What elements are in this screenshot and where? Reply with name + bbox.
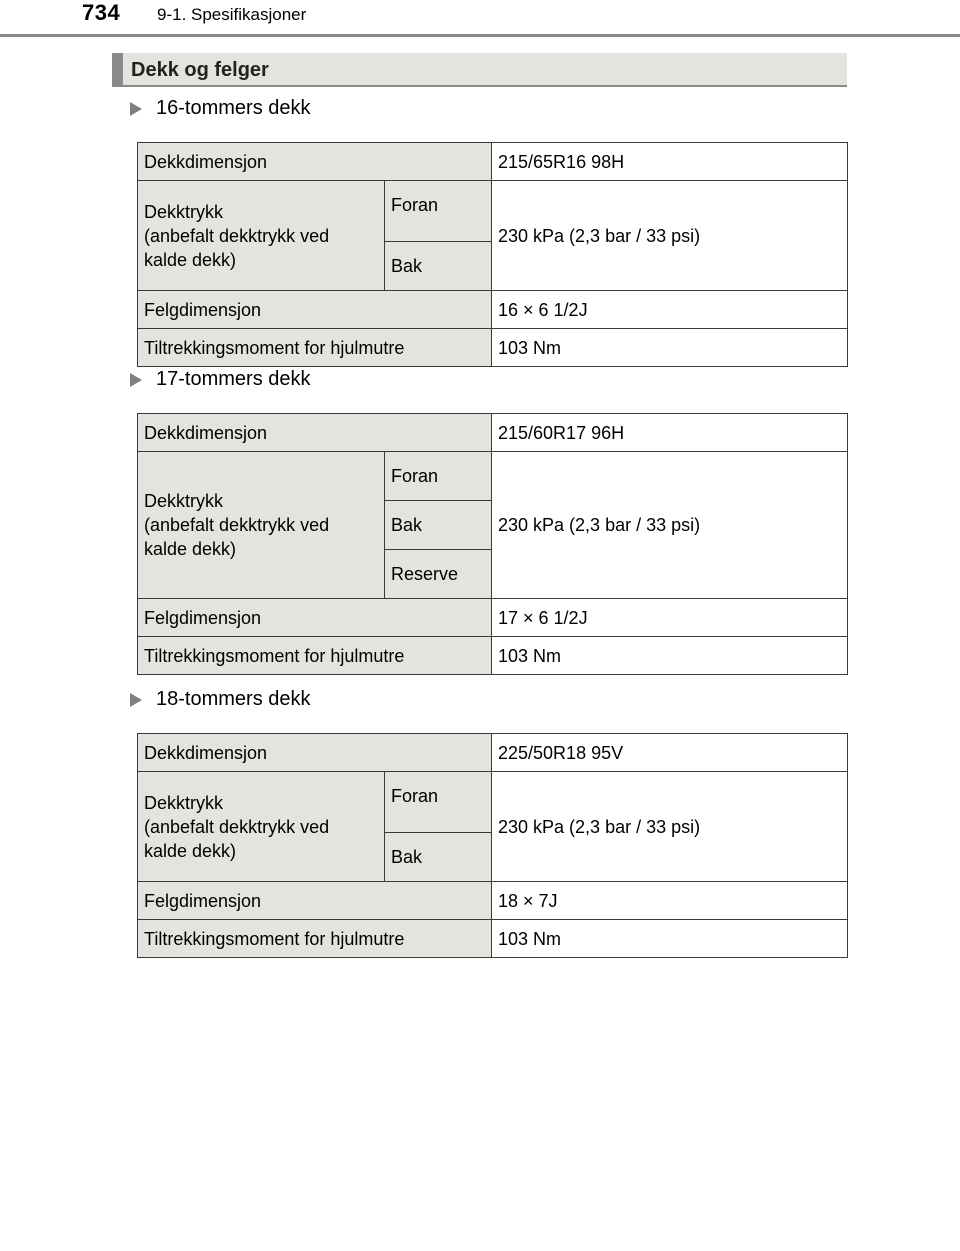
pressure-label <box>138 181 385 291</box>
chapter-title: 9-1. Spesifikasjoner <box>157 5 307 24</box>
table-row <box>138 414 848 452</box>
header-rule <box>0 34 960 37</box>
table-row <box>138 734 848 772</box>
rim-size-value: 16 × 6 1/2J <box>492 291 848 329</box>
tire-size-label: Dekkdimensjon <box>138 734 492 772</box>
pressure-value: 230 kPa (2,3 bar / 33 psi) <box>492 772 848 882</box>
table-row <box>138 329 848 367</box>
position-rear: Bak <box>385 242 492 291</box>
tire-size-value: 215/60R17 96H <box>492 414 848 452</box>
subheading-18-inch <box>130 688 311 711</box>
triangle-bullet-icon <box>130 102 142 116</box>
subheading-17-inch <box>130 368 311 391</box>
pressure-label-line: Dekktrykk <box>144 491 224 511</box>
pressure-label <box>138 452 385 599</box>
section-heading <box>112 53 847 87</box>
rim-size-label: Felgdimensjon <box>138 291 492 329</box>
spec-table-17-inch <box>137 413 848 675</box>
torque-value: 103 Nm <box>492 637 848 675</box>
pressure-label <box>138 772 385 882</box>
table-row <box>138 772 848 833</box>
position-rear: Bak <box>385 501 492 550</box>
tire-size-value: 225/50R18 95V <box>492 734 848 772</box>
pressure-value: 230 kPa (2,3 bar / 33 psi) <box>492 181 848 291</box>
rim-size-label: Felgdimensjon <box>138 882 492 920</box>
pressure-label-line: (anbefalt dekktrykk ved <box>144 816 330 837</box>
subheading-text: 18-tommers dekk <box>156 688 311 710</box>
rim-size-value: 17 × 6 1/2J <box>492 599 848 637</box>
torque-label: Tiltrekkingsmoment for hjulmutre <box>138 920 492 958</box>
subheading-text: 16-tommers dekk <box>156 97 311 119</box>
torque-label: Tiltrekkingsmoment for hjulmutre <box>138 637 492 675</box>
spec-table-16-inch <box>137 142 848 367</box>
position-front: Foran <box>385 181 492 242</box>
pressure-label-line: kalde dekk) <box>144 539 237 559</box>
table-row <box>138 291 848 329</box>
position-rear: Bak <box>385 833 492 882</box>
tire-size-label: Dekkdimensjon <box>138 143 492 181</box>
pressure-label-line: Dekktrykk <box>144 201 224 222</box>
table-row <box>138 143 848 181</box>
triangle-bullet-icon <box>130 693 142 707</box>
triangle-bullet-icon <box>130 373 142 387</box>
rim-size-value: 18 × 7J <box>492 882 848 920</box>
pressure-label-line: kalde dekk) <box>144 249 237 270</box>
table-row <box>138 920 848 958</box>
pressure-label-line: (anbefalt dekktrykk ved <box>144 515 330 535</box>
subheading-16-inch <box>130 97 311 120</box>
position-spare: Reserve <box>385 550 492 599</box>
pressure-label-line: kalde dekk) <box>144 840 237 861</box>
table-row <box>138 882 848 920</box>
tire-size-value: 215/65R16 98H <box>492 143 848 181</box>
subheading-text: 17-tommers dekk <box>156 368 311 390</box>
page-number: 734 <box>82 0 121 25</box>
section-heading-text: Dekk og felger <box>131 59 269 81</box>
pressure-label-line: (anbefalt dekktrykk ved <box>144 225 330 246</box>
torque-value: 103 Nm <box>492 920 848 958</box>
table-row <box>138 599 848 637</box>
spec-table-18-inch <box>137 733 848 958</box>
position-front: Foran <box>385 452 492 501</box>
pressure-value: 230 kPa (2,3 bar / 33 psi) <box>492 452 848 599</box>
position-front: Foran <box>385 772 492 833</box>
torque-label: Tiltrekkingsmoment for hjulmutre <box>138 329 492 367</box>
table-row <box>138 637 848 675</box>
tire-size-label: Dekkdimensjon <box>138 414 492 452</box>
rim-size-label: Felgdimensjon <box>138 599 492 637</box>
table-row <box>138 181 848 242</box>
torque-value: 103 Nm <box>492 329 848 367</box>
pressure-label-line: Dekktrykk <box>144 792 224 813</box>
table-row <box>138 452 848 501</box>
